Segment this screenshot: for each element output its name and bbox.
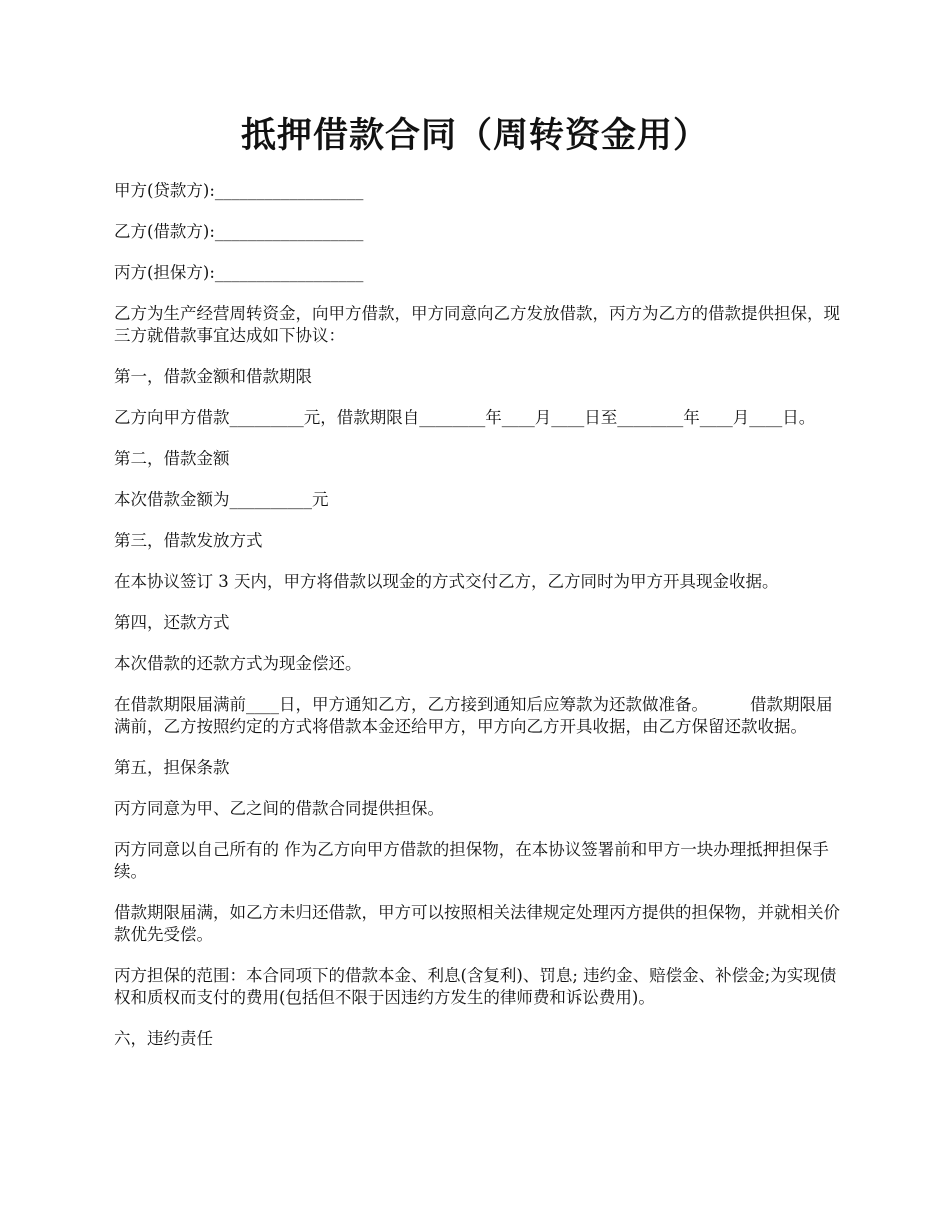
section-heading: 第三，借款发放方式 [114,531,263,550]
party-c-line: 丙方(担保方):__________________ [114,263,364,282]
section-paragraph: 本次借款的还款方式为现金偿还。 [114,654,362,673]
section-heading: 第二，借款金额 [114,449,230,468]
section-paragraph: 在本协议签订 3 天内，甲方将借款以现金的方式交付乙方，乙方同时为甲方开具现金收据。 [114,572,779,591]
document-body [114,180,844,1069]
party-b-line: 乙方(借款方):__________________ [114,222,364,241]
section-paragraph: 本次借款金额为__________元 [114,490,329,509]
section-paragraph: 借款期限届满，如乙方未归还借款，甲方可以按照相关法律规定处理丙方提供的担保物，并就相关价款优先受偿。 [114,903,840,944]
section-paragraph: 丙方担保的范围：本合同项下的借款本金、利息(含复利)、罚息; 违约金、赔偿金、补偿金;为实现债权和质权而支付的费用(包括但不限于因违约方发生的律师费和诉讼费用)。 [114,966,837,1007]
section-paragraph: 在借款期限届满前____日，甲方通知乙方，乙方接到通知后应筹款为还款做准备。 借款期限届满前，乙方按照约定的方式将借款本金还给甲方，甲方向乙方开具收据，由乙方保留还款收据。 [114,695,833,736]
section-paragraph: 丙方同意为甲、乙之间的借款合同提供担保。 [114,799,444,818]
section-paragraph: 丙方同意以自己所有的 作为乙方向甲方借款的担保物，在本协议签署前和甲方一块办理抵押担保手续。 [114,840,829,881]
section-heading: 六，违约责任 [114,1029,213,1048]
party-a-line: 甲方(贷款方):__________________ [114,181,364,200]
section-heading: 第一，借款金额和借款期限 [114,367,312,386]
document-title: 抵押借款合同（周转资金用） [240,116,709,156]
section-heading: 第五，担保条款 [114,758,230,777]
section-heading: 第四，还款方式 [114,613,230,632]
preamble-paragraph: 乙方为生产经营周转资金，向甲方借款，甲方同意向乙方发放借款，丙方为乙方的借款提供担保，现三方就借款事宜达成如下协议： [114,304,840,345]
section-paragraph: 乙方向甲方借款_________元，借款期限自________年____月____日至________年____月____日。 [114,408,816,427]
